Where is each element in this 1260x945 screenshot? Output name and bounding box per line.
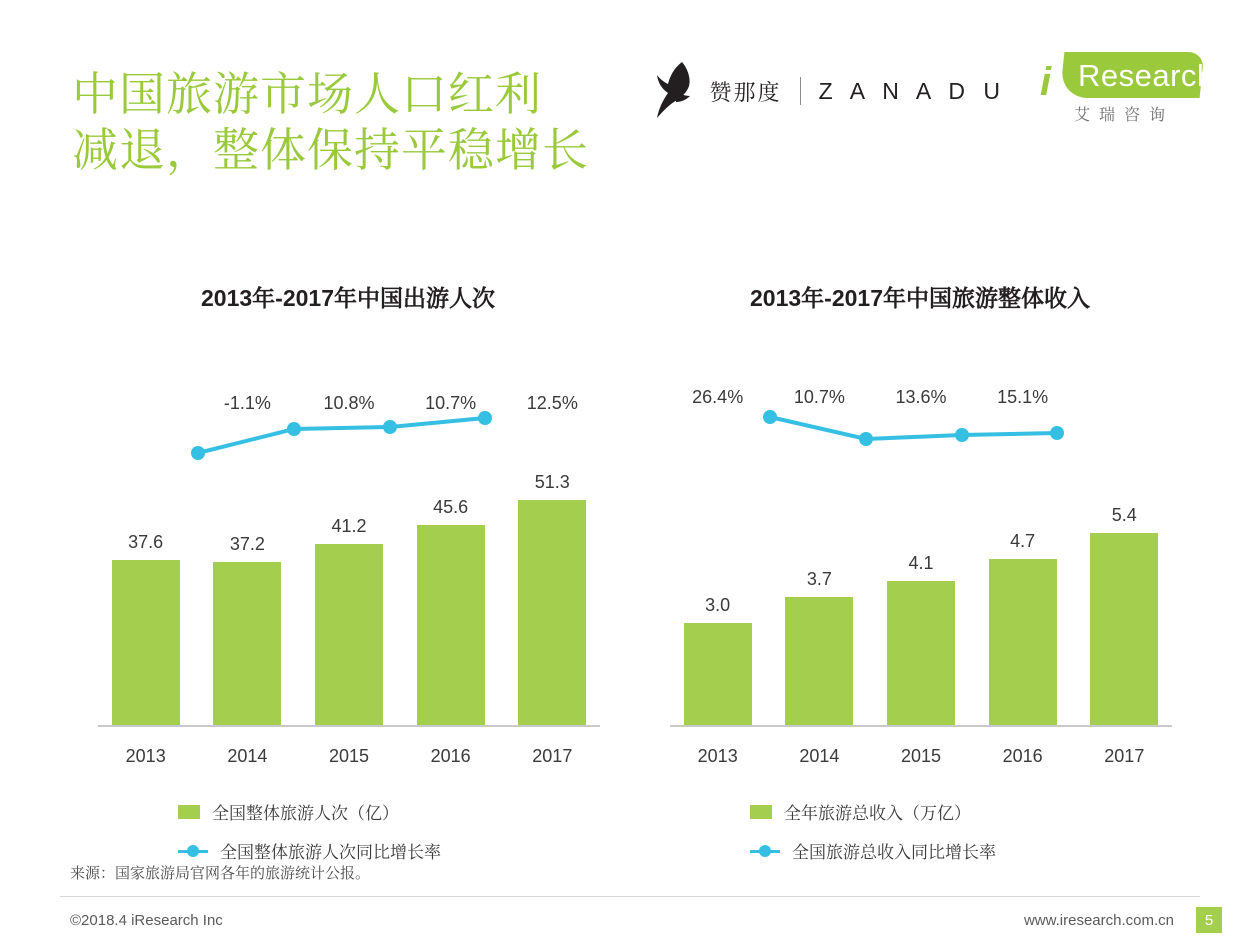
bar-value: 4.1 <box>908 553 934 573</box>
bar <box>989 559 1057 725</box>
bar <box>1090 533 1158 725</box>
bar <box>684 623 752 725</box>
pct-label <box>1077 387 1172 408</box>
pct-label <box>98 393 193 414</box>
x-tick-label: 2014 <box>227 746 268 766</box>
logo-divider <box>800 77 801 105</box>
pct-label: 13.6% <box>895 387 947 407</box>
page-number-badge: 5 <box>1196 907 1222 933</box>
chart-left-x-labels <box>98 746 600 767</box>
footer-divider <box>60 896 1200 897</box>
bar-slot <box>301 425 396 725</box>
iresearch-logo-word: Research <box>1078 58 1215 93</box>
chart-right-plot <box>650 383 1190 862</box>
chart-left-legend <box>178 799 441 863</box>
bar <box>887 581 955 725</box>
x-tick-label: 2015 <box>900 746 942 766</box>
bar-slot <box>98 425 193 725</box>
pct-label: 26.4% <box>692 387 744 407</box>
bar-value: 37.6 <box>128 532 164 552</box>
pct-label: -1.1% <box>223 393 271 413</box>
legend-bar-swatch-icon <box>178 805 200 819</box>
bar <box>518 500 586 725</box>
chart-left-plot <box>78 383 618 862</box>
pct-label: 15.1% <box>997 387 1049 407</box>
x-tick-label: 2016 <box>430 746 471 766</box>
zanadu-logo-en: Z A N A D U <box>818 77 1006 104</box>
page-title-line-1: 中国旅游市场人口红利 <box>72 68 542 120</box>
bar-value: 45.6 <box>433 497 469 517</box>
bar <box>213 562 281 725</box>
bar-slot <box>1077 425 1172 725</box>
bar-value: 51.3 <box>534 472 570 492</box>
bar-value: 4.7 <box>1010 531 1036 551</box>
pct-label: 10.7% <box>425 393 477 413</box>
bar-slot <box>873 425 968 725</box>
bar <box>112 560 180 725</box>
pct-label: 10.7% <box>793 387 845 407</box>
bird-icon <box>652 60 698 122</box>
x-tick-label: 2017 <box>532 746 573 766</box>
chart-right-title: 2013年-2017年中国旅游整体收入 <box>750 285 1090 311</box>
chart-right <box>650 280 1190 862</box>
brand-bar <box>652 52 1215 130</box>
x-axis <box>98 725 600 727</box>
x-tick-label: 2013 <box>697 746 738 766</box>
bar-value: 3.0 <box>705 595 731 615</box>
bar <box>785 597 853 725</box>
legend-item-line <box>750 838 996 863</box>
iresearch-logo-i: i <box>1040 60 1052 104</box>
bar-value: 5.4 <box>1111 505 1137 525</box>
legend-line-swatch-icon <box>750 844 780 858</box>
chart-right-pct-labels <box>670 387 1172 408</box>
bar-value: 37.2 <box>229 534 265 554</box>
bar-slot <box>200 425 295 725</box>
pct-label: 12.5% <box>526 393 578 413</box>
legend-bar-swatch-icon <box>750 805 772 819</box>
legend-label: 全年旅游总收入（万亿） <box>784 804 971 823</box>
x-axis <box>670 725 1172 727</box>
bar-value: 3.7 <box>806 569 832 589</box>
chart-left-bars <box>98 425 600 725</box>
iresearch-logo-cn: 艾瑞咨询 <box>1074 107 1175 124</box>
x-tick-label: 2013 <box>125 746 166 766</box>
bar-value: 41.2 <box>331 516 367 536</box>
bar-slot <box>403 425 498 725</box>
source-note: 来源：国家旅游局官网各年的旅游统计公报。 <box>70 865 371 882</box>
copyright-text: ©2018.4 iResearch Inc <box>70 912 223 929</box>
bar-slot <box>670 425 765 725</box>
pct-label: 10.8% <box>323 393 375 413</box>
bar-slot <box>975 425 1070 725</box>
zanadu-logo-cn: 赞那度 <box>709 79 782 105</box>
bar-slot <box>772 425 867 725</box>
legend-item-line <box>178 838 441 863</box>
legend-label: 全国整体旅游人次（亿） <box>212 804 399 823</box>
bar <box>417 525 485 725</box>
x-tick-label: 2014 <box>799 746 840 766</box>
zanadu-logo <box>652 60 1006 122</box>
bar-slot <box>505 425 600 725</box>
page-title-line-2: 减退，整体保持平稳增长 <box>72 124 589 176</box>
iresearch-logo <box>1040 52 1215 130</box>
chart-left-title: 2013年-2017年中国出游人次 <box>201 285 495 311</box>
legend-line-swatch-icon <box>178 844 208 858</box>
x-tick-label: 2017 <box>1104 746 1145 766</box>
legend-item-bars <box>750 799 996 824</box>
chart-left-pct-labels <box>98 393 600 414</box>
legend-item-bars <box>178 799 441 824</box>
page-title <box>72 66 732 178</box>
legend-label: 全国旅游总收入同比增长率 <box>792 843 996 862</box>
x-tick-label: 2015 <box>328 746 370 766</box>
x-tick-label: 2016 <box>1002 746 1043 766</box>
chart-right-x-labels <box>670 746 1172 767</box>
chart-right-legend <box>750 799 996 863</box>
legend-label: 全国整体旅游人次同比增长率 <box>220 843 441 862</box>
website-link[interactable]: www.iresearch.com.cn <box>1023 912 1174 929</box>
chart-right-bars <box>670 425 1172 725</box>
chart-left <box>78 280 618 862</box>
bar <box>315 544 383 725</box>
